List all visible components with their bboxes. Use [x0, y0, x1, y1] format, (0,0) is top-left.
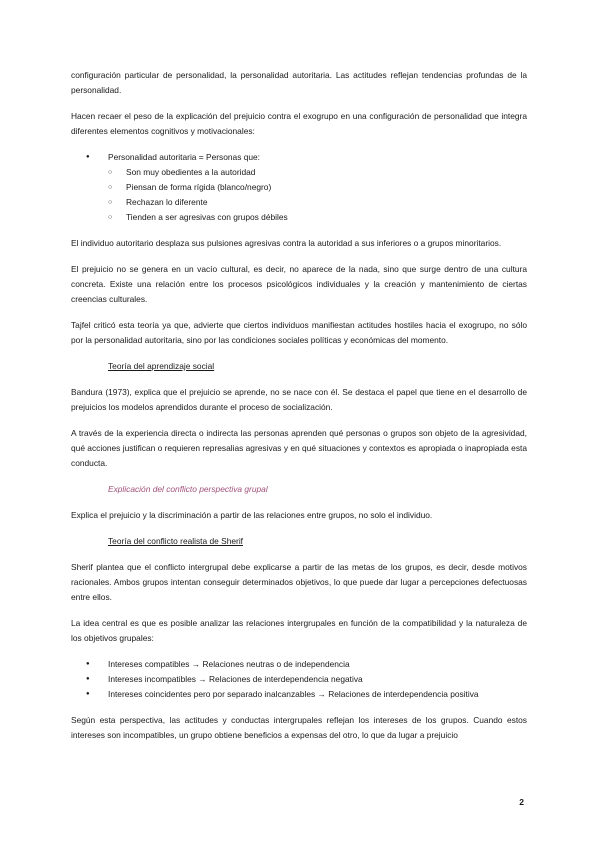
- sub-list-item: ○ Son muy obedientes a la autoridad: [108, 165, 527, 180]
- sub-list-item: ○ Tienden a ser agresivas con grupos débiles: [108, 210, 527, 225]
- sub-list-item: ○ Piensan de forma rígida (blanco/negro): [108, 180, 527, 195]
- document-page: [71, 68, 527, 754]
- list-item-text: Personalidad autoritaria = Personas que:: [108, 152, 261, 162]
- paragraph: El prejuicio no se genera en un vacío cultural, es decir, no aparece de la nada, sino que surge dentro de una cultura concreta. Existe una relación entre los procesos psicológicos individuales y la creación y mantenimiento de ciertas creencias culturales.: [71, 264, 527, 304]
- paragraph: configuración particular de personalidad, la personalidad autoritaria. Las actitudes reflejan tendencias profundas de la personalidad.: [71, 70, 527, 95]
- paragraph: Sherif plantea que el conflicto intergrupal debe explicarse a partir de las metas de los grupos, es decir, desde motivos racionales. Ambos grupos intentan conseguir determinados objetivos, lo que puede dar lugar a percepciones defectuosas entre ellos.: [71, 562, 527, 602]
- list-item: [71, 150, 527, 225]
- paragraph: Hacen recaer el peso de la explicación del prejuicio contra el exogrupo en una configuración de personalidad que integra diferentes elementos cognitivos y motivacionales:: [71, 111, 527, 136]
- paragraph: Bandura (1973), explica que el prejuicio se aprende, no se nace con él. Se destaca el papel que tiene en el desarrollo de prejuicios los modelos aprendidos durante el proceso de socialización.: [71, 387, 527, 412]
- paragraph: Tajfel criticó esta teoría ya que, advierte que ciertos individuos manifiestan actitudes hostiles hacia el exogrupo, no sólo por la personalidad autoritaria, sino por las condiciones sociales políticas y económicas del momento.: [71, 320, 527, 345]
- list-item: ● Intereses coincidentes pero por separado inalcanzables → Relaciones de interdependencia positiva: [71, 687, 527, 702]
- paragraph: Explica el prejuicio y la discriminación a partir de las relaciones entre grupos, no solo el individuo.: [71, 510, 433, 520]
- paragraph: La idea central es que es posible analizar las relaciones intergrupales en función de la compatibilidad y la naturaleza de los objetivos grupales:: [71, 618, 527, 643]
- paragraph: Según esta perspectiva, las actitudes y conductas intergrupales reflejan los intereses de los grupos. Cuando estos intereses son incompatibles, un grupo obtiene beneficios a expensas del otro, lo que da lugar a prejuicio: [71, 715, 527, 740]
- sub-bullet-list: [108, 165, 527, 225]
- bullet-list: [71, 657, 527, 702]
- paragraph: El individuo autoritario desplaza sus pulsiones agresivas contra la autoridad a sus inferiores o a grupos minoritarios.: [71, 238, 502, 248]
- section-subtitle: Explicación del conflicto perspectiva grupal: [108, 484, 268, 494]
- sub-list-item: ○ Rechazan lo diferente: [108, 195, 527, 210]
- paragraph: A través de la experiencia directa o indirecta las personas aprenden qué personas o grupos son objeto de la agresividad, qué acciones justifican o requieren represalias agresivas y en qué situaciones y contextos es apropiada o inapropiada esta conducta.: [71, 428, 527, 468]
- section-heading: Teoría del aprendizaje social: [108, 361, 215, 371]
- page-number: 2: [519, 797, 524, 807]
- list-item: ● Intereses compatibles → Relaciones neutras o de independencia: [71, 657, 527, 672]
- section-heading: Teoría del conflicto realista de Sherif: [108, 536, 244, 546]
- bullet-list: [71, 150, 527, 225]
- list-item: ● Intereses incompatibles → Relaciones de interdependencia negativa: [71, 672, 527, 687]
